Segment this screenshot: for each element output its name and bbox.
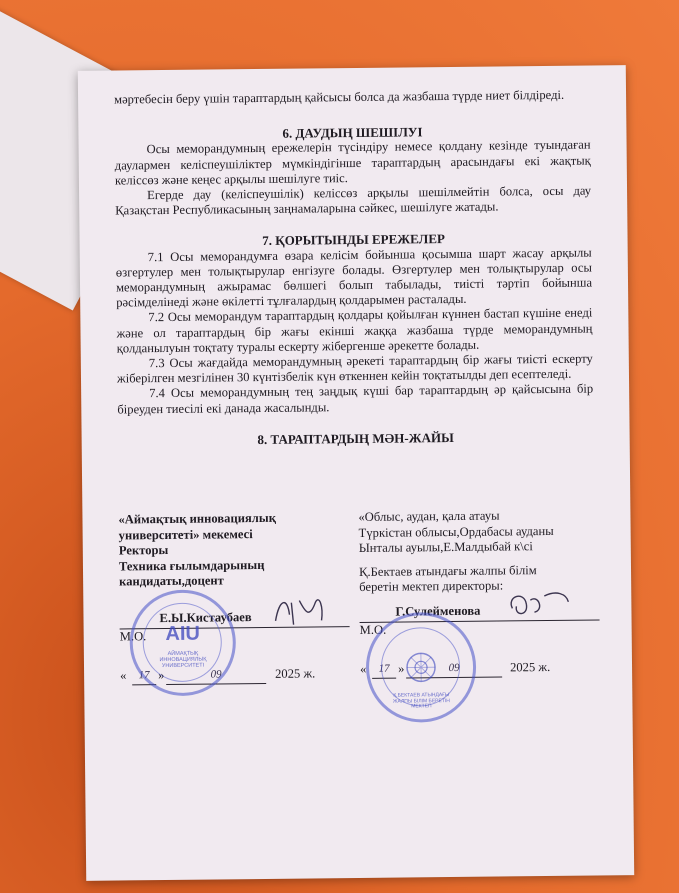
right-official-stamp xyxy=(365,612,476,723)
left-role-line-1: Ректоры xyxy=(118,542,169,558)
right-line-4: Қ.Бектаев атындағы жалпы білім xyxy=(358,562,537,579)
emblem-icon xyxy=(403,649,439,685)
right-signatory-name: Г.Сулейменова xyxy=(395,603,481,619)
left-date-year: 2025 ж. xyxy=(275,666,316,681)
section-7-paragraph-4: 7.4 Осы меморандумның тең заңдық күші бар тараптардың әр қайсысына бір біреуден тиесілі екі данада жасалынды. xyxy=(117,381,594,417)
document-page xyxy=(78,65,634,881)
left-stamp-logo: AIU xyxy=(165,622,201,646)
left-role-line-2: Техника ғылымдарының xyxy=(118,557,265,573)
right-date-day: 17 xyxy=(372,662,396,679)
left-org-line-2: университеті» мекемесі xyxy=(118,526,253,542)
section-7-paragraph-3: 7.3 Осы жағдайда меморандумның әрекеті тараптардың бір жағы тиісті ескерту жіберілген мезгілінен 30 күнтізбелік күн өткеннен кейін тоқтатылды деп есептеледі. xyxy=(116,351,593,386)
left-official-stamp xyxy=(129,589,236,696)
left-date-close-quote: » xyxy=(158,668,165,683)
right-line-5: беретін мектеп директоры: xyxy=(359,578,504,594)
right-signature xyxy=(504,585,574,622)
left-date-day: 17 xyxy=(132,668,156,685)
right-line-2: Түркістан облысы,Ордабасы ауданы xyxy=(358,523,554,540)
right-date-year: 2025 ж. xyxy=(509,659,551,675)
intro-paragraph: мәртебесін беру үшін тараптардың қайсысы болса да жазбаша түрде ниет білдіреді. xyxy=(114,87,565,107)
left-role-line-3: кандидаты,доцент xyxy=(119,573,224,589)
left-org-line-1: «Аймақтық инновациялық xyxy=(118,510,276,527)
right-date-close-quote: » xyxy=(397,661,405,676)
left-stamp-ring-text: АЙМАҚТЫҚ ИННОВАЦИЯЛЫҚ УНИВЕРСИТЕТІ xyxy=(159,650,207,670)
section-6-paragraph-1: Осы меморандумның ережелерін түсіндіру немесе қолдану кезінде туындаған даулармен келіспеушіліктер мүмкіндігінше тараптардың арасындағы екі жақтық келіссөз және кеңес арқылы шешілуге тиіс. xyxy=(114,137,591,188)
section-6-title: 6. ДАУДЫҢ ШЕШІЛУІ xyxy=(282,124,423,141)
section-7-paragraph-1: 7.1 Осы меморандумға өзара келісім бойынша қосымша шарт жасау арқылы өзгертулер мен толықтырулар енгізуге болады. Өзгертулер мен толықтырулар осы меморандумның ажырамас бөлшегі болып табылады, тиісті тәртіп бойынша рәсімделінеді және өкілетті тұлғалардың қолдарымен расталады. xyxy=(115,245,593,310)
document-body xyxy=(114,88,594,449)
right-line-3: Ынталы ауылы,Е.Малдыбай к\сі xyxy=(358,539,533,555)
section-7-title: 7. ҚОРЫТЫНДЫ ЕРЕЖЕЛЕР xyxy=(262,231,445,249)
left-date-month: 09 xyxy=(166,667,266,685)
left-mp-label: М.О. xyxy=(119,628,147,643)
left-signature xyxy=(269,590,329,631)
section-8-title: 8. ТАРАПТАРДЫҢ МӘН-ЖАЙЫ xyxy=(257,429,454,447)
right-date-month: 09 xyxy=(406,660,502,678)
right-date-open-quote: « xyxy=(359,661,367,676)
left-date-open-quote: « xyxy=(120,668,127,683)
right-stamp-ring-text: Қ.БЕКТАЕВ АТЫНДАҒЫ ЖАЛПЫ БІЛІМ БЕРЕТІН МЕКТЕП xyxy=(392,692,450,710)
right-line-1: «Облыс, аудан, қала атауы xyxy=(358,508,500,524)
right-mp-label: М.О. xyxy=(359,622,387,637)
left-signatory-name: Е.Ы.Кистаубаев xyxy=(159,610,252,626)
section-7-paragraph-2: 7.2 Осы меморандум тараптардың қолдары қойылған күннен бастап күшіне енеді және ол тараптардың бір жағы екінші жаққа жазбаша түрде меморандумның қолданылуын тоқтату туралы ескерту жібергенше әрекетте болады. xyxy=(116,305,593,356)
section-6-paragraph-2: Егерде дау (келіспеушілік) келіссөз арқылы шешілмейтін болса, осы дау Қазақстан Республикасының заңнамаларына сәйкес, шешілуге жатады. xyxy=(115,183,592,218)
